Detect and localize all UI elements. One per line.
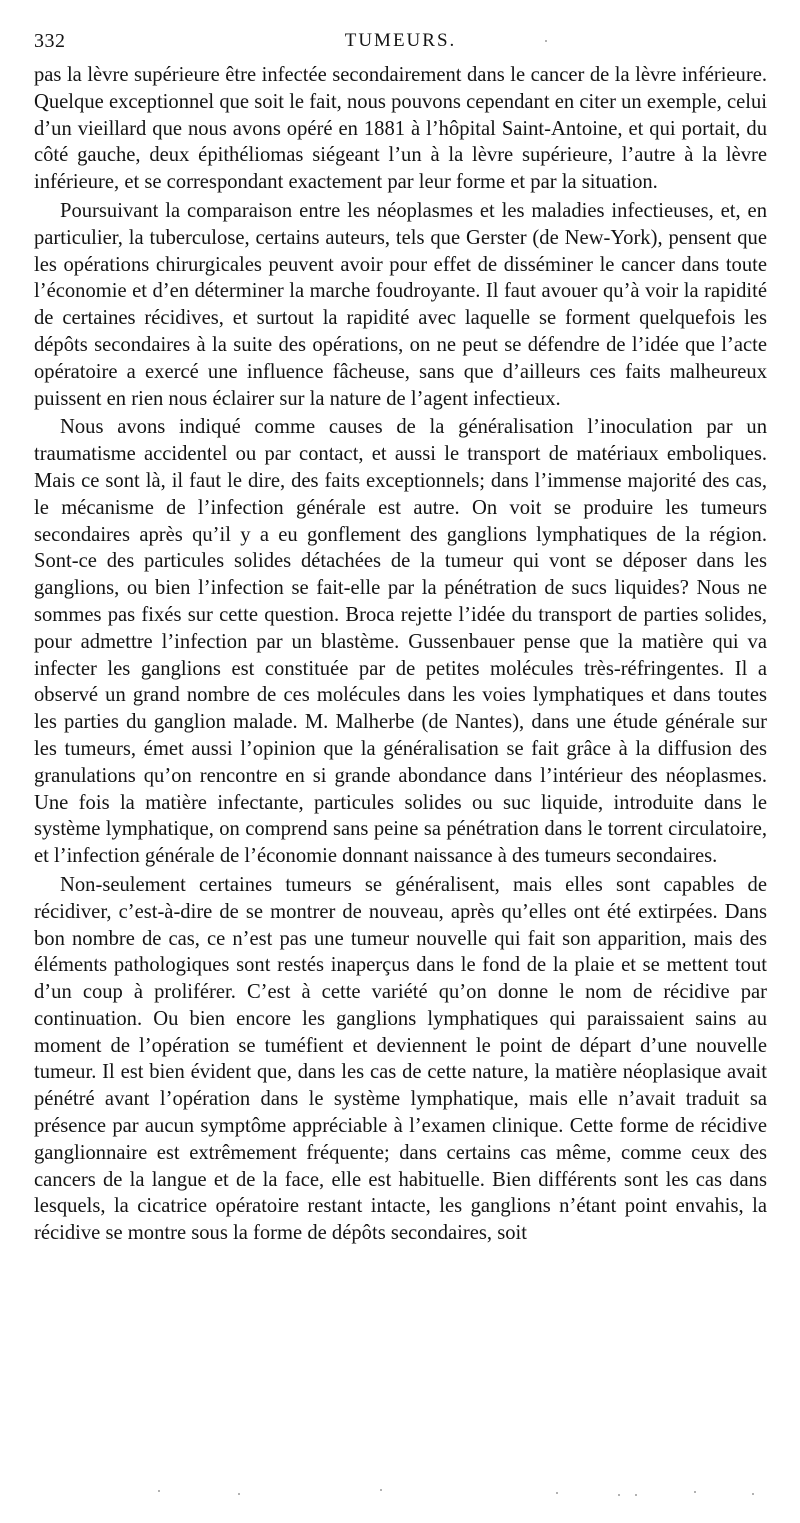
paragraph-2: Poursuivant la comparaison entre les néoplasmes et les maladies infectieuses, et, en particulier, la tuberculose, certains auteurs, tels que Gerster (de New-York), pensent que les opérations chirurgicales peuvent avoir pour effet de disséminer le cancer dans toute l’économie et d’en déterminer la marche foudroyante. Il faut avouer qu’à voir la rapidité de certaines récidives, et surtout la rapidité avec laquelle se forment quelquefois les dépôts secondaires à la suite des opérations, on ne peut se défendre de l’idée que l’acte opératoire a exercé une influence fâcheuse, sans que d’ailleurs ces faits malheureux puissent en rien nous éclairer sur la nature de l’agent infectieux. [34, 199, 767, 410]
scan-speck [545, 40, 547, 42]
scan-speck [694, 1491, 696, 1493]
running-head [34, 30, 767, 56]
page-number: 332 [34, 30, 66, 52]
scan-speck [238, 1493, 240, 1495]
body-text [34, 62, 767, 1249]
paragraph-4: Non-seulement certaines tumeurs se généralisent, mais elles sont capables de récidiver, c’est-à-dire de se montrer de nouveau, après qu’elles ont été extirpées. Dans bon nombre de cas, ce n’est pas une tumeur nouvelle qui fait son apparition, mais des éléments pathologiques sont restés inaperçus dans le fond de la plaie et se mettent tout d’un coup à proliférer. C’est à cette variété qu’on donne le nom de récidive par continuation. Ou bien encore les ganglions lymphatiques qui paraissaient sains au moment de l’opération se tuméfient et deviennent le point de départ d’une nouvelle tumeur. Il est bien évident que, dans les cas de cette nature, la matière néoplasique avait pénétré avant l’opération dans le système lymphatique, mais elle n’avait traduit sa présence par aucun symptôme appréciable à l’examen clinique. Cette forme de récidive ganglionnaire est extrêmement fréquente; dans certains cas même, comme ceux des cancers de la langue et de la face, elle est habituelle. Bien différents sont les cas dans lesquels, la cicatrice opératoire restant intacte, les ganglions n’étant point envahis, la récidive se montre sous la forme de dépôts secondaires, soit [34, 873, 767, 1245]
scan-speck [380, 1489, 382, 1491]
paragraph-1: pas la lèvre supérieure être infectée secondairement dans le cancer de la lèvre inférieure. Quelque exceptionnel que soit le fait, nous pouvons cependant en citer un exemple, celui d’un vieillard que nous avons opéré en 1881 à l’hôpital Saint-Antoine, et qui portait, du côté gauche, deux épithéliomas siégeant l’un à la lèvre supérieure, l’autre à la lèvre inférieure, et se correspondant exactement par leur forme et par la situation. [34, 64, 767, 194]
scan-speck [618, 1494, 620, 1496]
scan-speck [556, 1492, 558, 1494]
scan-speck [635, 1494, 637, 1496]
running-title: TUMEURS. [344, 30, 457, 51]
scan-speck [158, 1490, 160, 1492]
scan-speck [752, 1493, 754, 1495]
paragraph-3: Nous avons indiqué comme causes de la généralisation l’inoculation par un traumatisme accidentel ou par contact, et aussi le transport de matériaux emboliques. Mais ce sont là, il faut le dire, des faits exceptionnels; dans l’immense majorité des cas, le mécanisme de l’infection générale est autre. On voit se produire les tumeurs secondaires après qu’il y a eu gonflement des ganglions lymphatiques de la région. Sont-ce des particules solides détachées de la tumeur qui vont se déposer dans les ganglions, ou bien l’infection se fait-elle par la pénétration de sucs liquides? Nous ne sommes pas fixés sur cette question. Broca rejette l’idée du transport de parties solides, pour admettre l’infection par un blastème. Gussenbauer pense que la matière qui va infecter les ganglions est constituée par de petites molécules très-réfringentes. Il a observé un grand nombre de ces molécules dans les voies lymphatiques et dans toutes les parties du ganglion malade. M. Malherbe (de Nantes), dans une étude générale sur les tumeurs, émet aussi l’opinion que la généralisation se fait grâce à la diffusion des granulations qu’on rencontre en si grande abondance dans l’intérieur des néoplasmes. Une fois la matière infectante, particules solides ou suc liquide, introduite dans le système lymphatique, on comprend sans peine sa pénétration dans le torrent circulatoire, et l’infection générale de l’économie donnant naissance à des tumeurs secondaires. [34, 416, 767, 868]
